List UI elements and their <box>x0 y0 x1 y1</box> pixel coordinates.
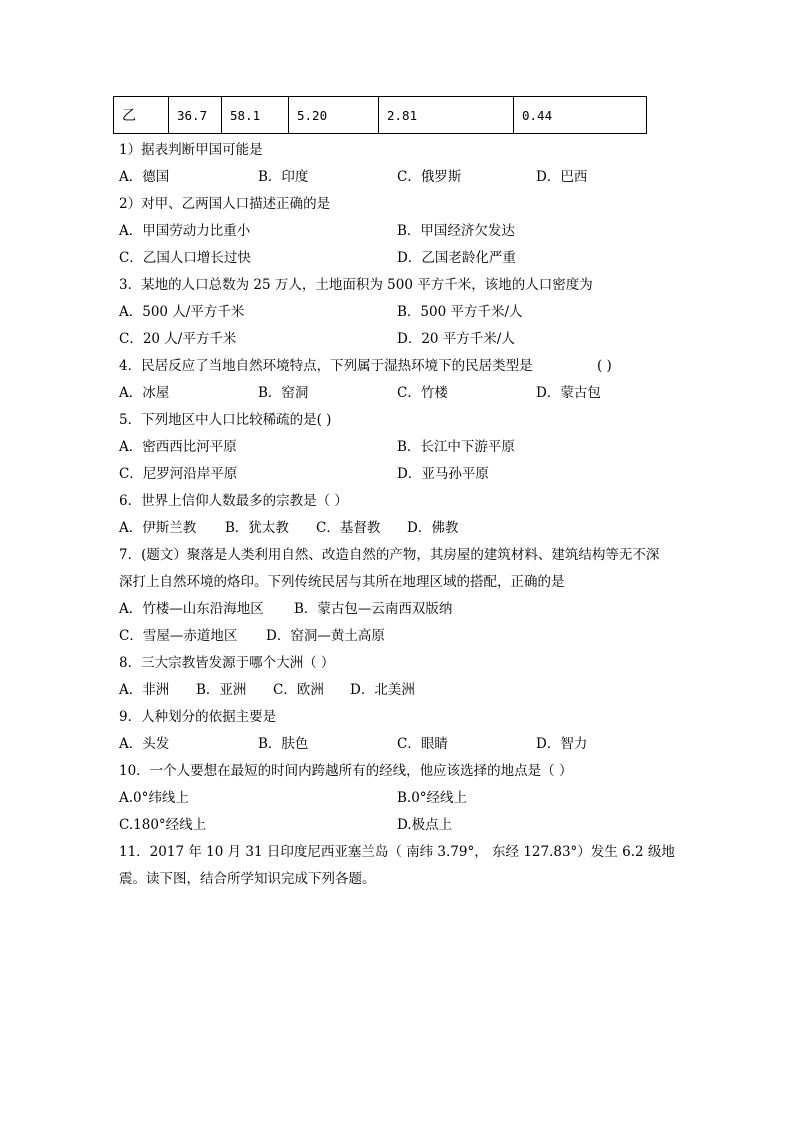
option-b: B．窑洞 <box>258 385 309 401</box>
table-cell: 58.1 <box>222 97 289 134</box>
question-stem: 9．人种划分的依据主要是 <box>119 709 277 725</box>
option-c: C．竹楼 <box>397 385 448 401</box>
option-a: A．德国 <box>119 169 170 185</box>
option-c: C.180°经线上 <box>119 817 207 833</box>
option-b: B．印度 <box>258 169 309 185</box>
question-stem: 6．世界上信仰人数最多的宗教是（ ） <box>119 493 348 509</box>
question-stem: 1）据表判断甲国可能是 <box>119 142 263 158</box>
option-d: D．蒙古包 <box>536 385 601 401</box>
option-c: C．20 人/平方千米 <box>119 331 237 347</box>
option-b: B．亚洲 <box>196 682 247 698</box>
table-cell: 乙 <box>114 97 169 134</box>
option-c: C．俄罗斯 <box>397 169 462 185</box>
question-stem-continued: 深打上自然环境的烙印。下列传统民居与其所在地理区域的搭配，正确的是 <box>119 574 565 590</box>
option-c: C．乙国人口增长过快 <box>119 250 251 266</box>
option-d: D．智力 <box>536 736 588 752</box>
option-c: C．雪屋—赤道地区 <box>119 628 238 644</box>
option-a: A．500 人/平方千米 <box>119 304 245 320</box>
table-cell: 5.20 <box>289 97 379 134</box>
option-d: D．亚马孙平原 <box>397 466 489 482</box>
question-stem: 2）对甲、乙两国人口描述正确的是 <box>119 196 331 212</box>
option-d: D．20 平方千米/人 <box>397 331 515 347</box>
option-c: C．基督教 <box>316 520 381 536</box>
option-b: B．肤色 <box>258 736 309 752</box>
option-b: B．蒙古包—云南西双版纳 <box>294 601 453 617</box>
option-d: D．北美洲 <box>350 682 415 698</box>
question-stem: 10．一个人要想在最短的时间内跨越所有的经线，他应该选择的地点是（ ） <box>119 763 573 779</box>
option-d: D．乙国老龄化严重 <box>397 250 516 266</box>
option-a: A．冰屋 <box>119 385 170 401</box>
option-a: A.0°纬线上 <box>119 790 189 806</box>
table-cell: 36.7 <box>169 97 222 134</box>
option-c: C．欧洲 <box>273 682 324 698</box>
question-stem: 8．三大宗教皆发源于哪个大洲（ ） <box>119 655 335 671</box>
question-stem: 4．民居反应了当地自然环境特点，下列属于湿热环境下的民居类型是 <box>119 358 533 374</box>
option-b: B．甲国经济欠发达 <box>397 223 515 239</box>
question-stem: 3．某地的人口总数为 25 万人，土地面积为 500 平方千米，该地的人口密度为 <box>119 277 593 293</box>
table-row <box>114 97 647 134</box>
table-cell: 0.44 <box>514 97 647 134</box>
option-b: B．犹太教 <box>225 520 289 536</box>
answer-paren: ( ) <box>597 358 612 374</box>
option-a: A．密西西比河平原 <box>119 439 237 455</box>
option-b: B．长江中下游平原 <box>397 439 515 455</box>
option-c: C．眼睛 <box>397 736 448 752</box>
option-a: A．头发 <box>119 736 170 752</box>
option-b: B.0°经线上 <box>397 790 468 806</box>
option-a: A．伊斯兰教 <box>119 520 197 536</box>
option-d: D．佛教 <box>407 520 459 536</box>
option-a: A．甲国劳动力比重小 <box>119 223 251 239</box>
question-stem-continued: 震。读下图，结合所学知识完成下列各题。 <box>119 871 376 887</box>
option-d: D．巴西 <box>536 169 588 185</box>
data-table <box>113 96 647 134</box>
option-d: D．窑洞—黄土高原 <box>266 628 385 644</box>
question-stem: 7．(题文）聚落是人类利用自然、改造自然的产物，其房屋的建筑材料、建筑结构等无不深 <box>119 547 660 563</box>
option-b: B．500 平方千米/人 <box>397 304 523 320</box>
table-cell: 2.81 <box>379 97 514 134</box>
question-stem: 11．2017 年 10 月 31 日印度尼西亚塞兰岛（ 南纬 3.79°， 东经 127.83°）发生 6.2 级地 <box>119 844 675 860</box>
option-a: A．竹楼—山东沿海地区 <box>119 601 264 617</box>
option-a: A．非洲 <box>119 682 170 698</box>
option-c: C．尼罗河沿岸平原 <box>119 466 238 482</box>
option-d: D.极点上 <box>397 817 453 833</box>
question-stem: 5．下列地区中人口比较稀疏的是( ) <box>119 412 332 428</box>
